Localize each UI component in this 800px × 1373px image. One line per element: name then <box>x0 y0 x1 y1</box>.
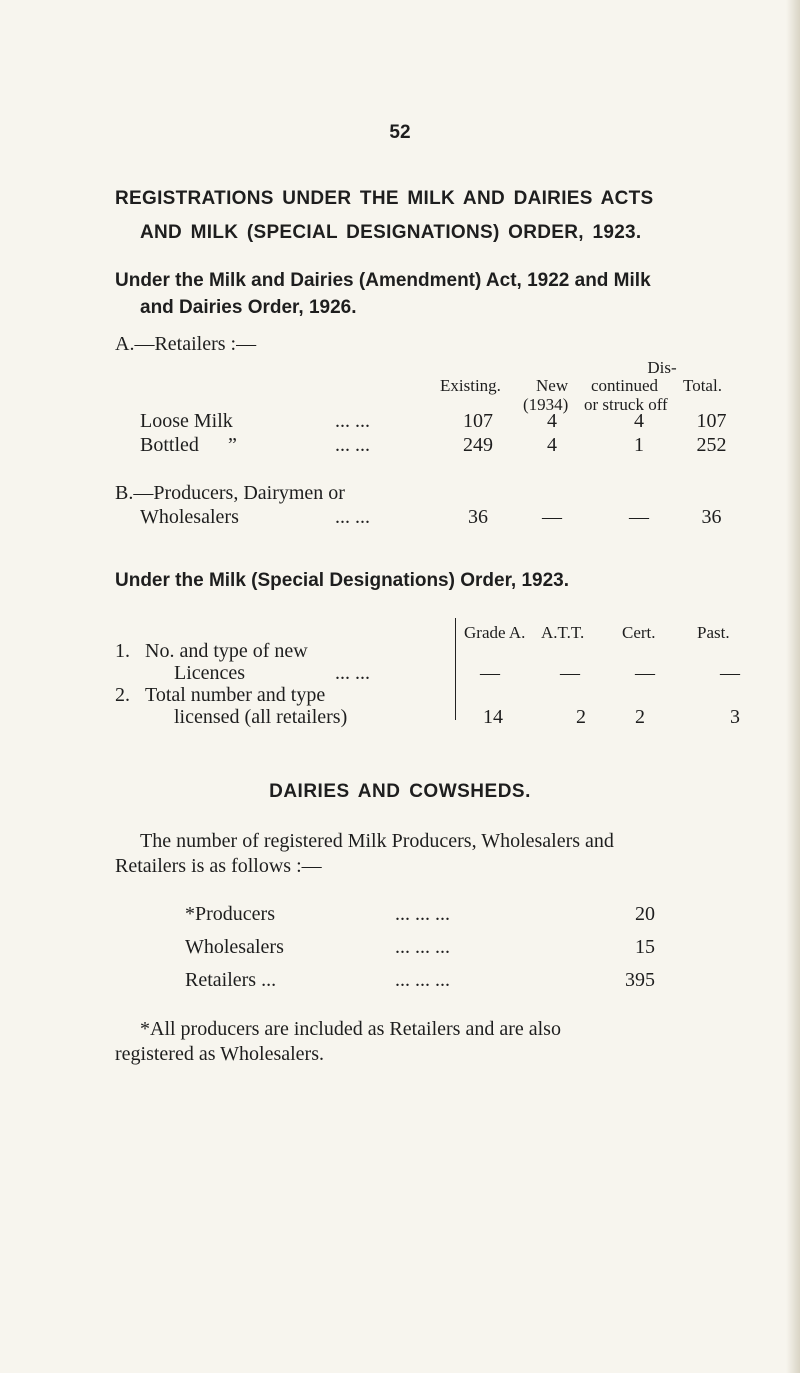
page-title-line-2: AND MILK (SPECIAL DESIGNATIONS) ORDER, 1923. <box>140 222 642 243</box>
col-grade-a-header: Grade A. <box>464 623 526 642</box>
cell-discontinued: 4 <box>634 410 644 432</box>
page-edge-shadow <box>786 0 800 1373</box>
cell-total: 252 <box>696 434 727 456</box>
cell-new: 4 <box>547 434 557 456</box>
list-item-label: Wholesalers <box>185 936 284 958</box>
column-divider <box>455 618 456 720</box>
section1-heading-line-2: and Dairies Order, 1926. <box>140 297 357 318</box>
row-leader-dots: ... ... <box>335 662 370 684</box>
cell-existing: 107 <box>463 410 493 432</box>
col-struck-off-header: or struck off <box>584 395 668 414</box>
row-label-bottled: Bottled <box>140 434 199 456</box>
cell-past: — <box>720 662 740 684</box>
item2-number: 2. <box>115 684 130 706</box>
cell-att: 2 <box>576 706 586 728</box>
page-number: 52 <box>389 122 411 143</box>
section2-heading: Under the Milk (Special Designations) Order, 1923. <box>115 570 570 591</box>
section3-heading: DAIRIES AND COWSHEDS. <box>269 781 531 802</box>
section3-paragraph-line-1: The number of registered Milk Producers, Wholesalers and <box>140 830 614 852</box>
producers-label-line-2: Wholesalers <box>140 506 239 528</box>
list-item-value: 20 <box>635 903 655 925</box>
col-dis-header: Dis- <box>647 358 677 377</box>
list-item-value: 395 <box>625 969 655 991</box>
row-leader-dots: ... ... <box>335 506 370 528</box>
row-leader-dots: ... ... ... <box>395 903 450 925</box>
row-leader-dots: ... ... ... <box>395 969 450 991</box>
item1-number: 1. <box>115 640 130 662</box>
cell-past: 3 <box>730 706 740 728</box>
cell-cert: — <box>635 662 655 684</box>
footnote-line-2: registered as Wholesalers. <box>115 1043 324 1065</box>
row-leader-dots: ... ... ... <box>395 936 450 958</box>
cell-cert: 2 <box>635 706 645 728</box>
footnote-line-1: *All producers are included as Retailers and are also <box>140 1018 561 1040</box>
col-total-header: Total. <box>683 376 722 395</box>
cell-existing: 249 <box>463 434 493 456</box>
row-label-loose-milk: Loose Milk <box>140 410 233 432</box>
row-leader-dots: ... ... <box>335 410 370 432</box>
ditto-mark: ” <box>228 434 237 456</box>
cell-total: 36 <box>701 506 722 528</box>
page-title-line-1: REGISTRATIONS UNDER THE MILK AND DAIRIES ACTS <box>115 188 654 209</box>
section1-heading-line-1: Under the Milk and Dairies (Amendment) Act, 1922 and Milk <box>115 270 651 291</box>
cell-att: — <box>560 662 580 684</box>
item1-label-line-1: No. and type of new <box>145 640 308 662</box>
list-item-label: *Producers <box>185 903 275 925</box>
cell-existing: 36 <box>468 506 488 528</box>
list-item-value: 15 <box>635 936 655 958</box>
cell-total: 107 <box>696 410 727 432</box>
cell-discontinued: 1 <box>634 434 644 456</box>
col-existing-header: Existing. <box>440 376 501 395</box>
col-att-header: A.T.T. <box>541 623 585 642</box>
col-cert-header: Cert. <box>622 623 656 642</box>
item2-label-line-1: Total number and type <box>145 684 326 706</box>
row-leader-dots: ... ... <box>335 434 370 456</box>
item2-label-line-2: licensed (all retailers) <box>174 706 348 728</box>
cell-new: — <box>542 506 562 528</box>
col-past-header: Past. <box>697 623 730 642</box>
list-item-label: Retailers ... <box>185 969 277 991</box>
cell-grade-a: — <box>480 662 500 684</box>
producers-label-line-1: B.—Producers, Dairymen or <box>115 482 345 504</box>
cell-discontinued: — <box>629 506 649 528</box>
col-new-header: New <box>536 376 569 395</box>
col-continued-header: continued <box>591 376 659 395</box>
cell-grade-a: 14 <box>483 706 503 728</box>
item1-label-line-2: Licences <box>174 662 246 684</box>
col-new-year-header: (1934) <box>523 395 569 414</box>
cell-new: 4 <box>547 410 557 432</box>
section3-paragraph-line-2: Retailers is as follows :— <box>115 855 322 877</box>
retailers-label: A.—Retailers :— <box>115 333 257 355</box>
